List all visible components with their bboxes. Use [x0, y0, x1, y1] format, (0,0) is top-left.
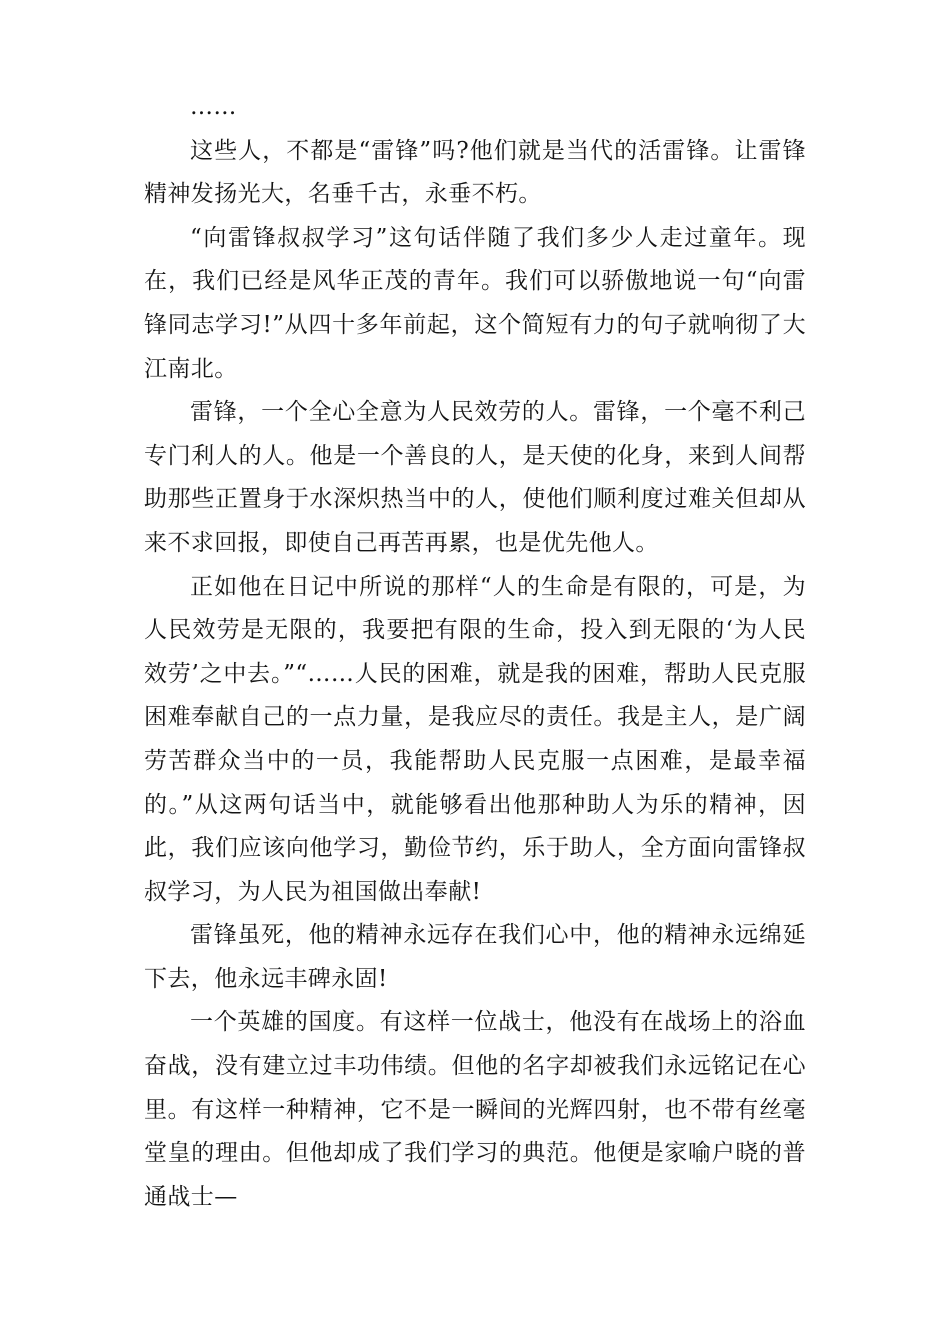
paragraph-ellipsis: ……: [190, 94, 237, 120]
document-body: [144, 86, 806, 1219]
paragraph-eternal-spirit: 雷锋虽死，他的精神永远存在我们心中，他的精神永远绵延下去，他永远丰碑永固!: [144, 922, 806, 992]
paragraph-heroic-nation: 一个英雄的国度。有这样一位战士，他没有在战场上的浴血奋战，没有建立过丰功伟绩。但他的名字却被我们永远铭记在心里。有这样一种精神，它不是一瞬间的光辉四射，也不带有丝毫堂皇的理由。但他却成了我们学习的典范。他便是家喻户晓的普通战士—: [144, 1009, 806, 1210]
paragraph-serve-people: 雷锋，一个全心全意为人民效劳的人。雷锋，一个毫不利己专门利人的人。他是一个善良的人，是天使的化身，来到人间帮助那些正置身于水深炽热当中的人，使他们顺利度过难关但却从来不求回报，即使自己再苦再累，也是优先他人。: [144, 399, 806, 556]
paragraph-childhood-slogan: “向雷锋叔叔学习”这句话伴随了我们多少人走过童年。现在，我们已经是风华正茂的青年。我们可以骄傲地说一句“向雷锋同志学习!”从四十多年前起，这个简短有力的句子就响彻了大江南北。: [144, 224, 806, 382]
paragraph-living-leifeng: 这些人，不都是“雷锋”吗?他们就是当代的活雷锋。让雷锋精神发扬光大，名垂千古，永垂不朽。: [144, 137, 806, 208]
paragraph-diary-quote: 正如他在日记中所说的那样“人的生命是有限的，可是，为人民效劳是无限的，我要把有限的生命，投入到无限的‘为人民效劳’之中去。”“……人民的困难，就是我的困难，帮助人民克服困难奉献自己的一点力量，是我应尽的责任。我是主人，是广阔劳苦群众当中的一员，我能帮助人民克服一点困难，是最幸福的。”从这两句话当中，就能够看出他那种助人为乐的精神，因此，我们应该向他学习，勤俭节约，乐于助人，全方面向雷锋叔叔学习，为人民为祖国做出奉献!: [144, 573, 806, 905]
